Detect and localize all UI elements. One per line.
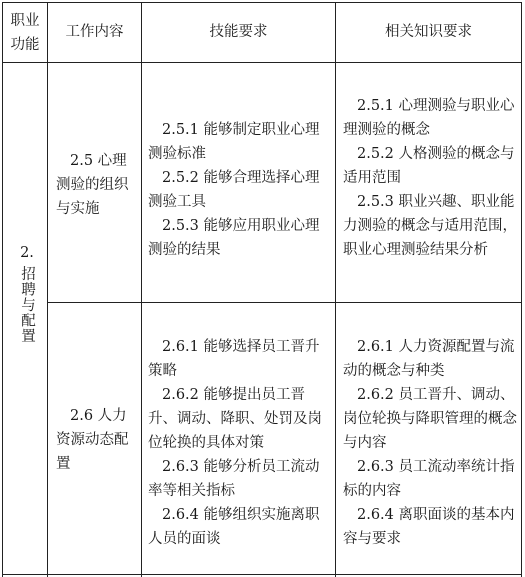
header-skill-requirements-label: 技能要求 bbox=[209, 24, 268, 40]
col-divider-3 bbox=[335, 2, 336, 577]
knowledge-item: 2.5.2 人格测验的概念与适用范围 bbox=[343, 146, 515, 186]
job-function-name: 招聘与配置 bbox=[19, 266, 35, 344]
job-function-cell bbox=[12, 242, 42, 344]
knowledge-item: 2.6.1 人力资源配置与流动的概念与种类 bbox=[343, 339, 515, 379]
skill-item: 2.6.4 能够组织实施离职人员的面谈 bbox=[148, 507, 320, 547]
table-row-work-2-6 bbox=[56, 404, 136, 476]
knowledge-item: 2.5.3 职业兴趣、职业能力测验的概念与适用范围，职业心理测验结果分析 bbox=[343, 194, 517, 258]
row-divider bbox=[47, 302, 522, 303]
header-divider bbox=[2, 62, 522, 63]
table-border-right bbox=[521, 2, 522, 577]
knowledge-item: 2.6.4 离职面谈的基本内容与要求 bbox=[343, 507, 515, 547]
work-content-2-5: 2.5 心理测验的组织与实施 bbox=[56, 153, 129, 217]
knowledge-item: 2.6.2 员工晋升、调动、岗位轮换与降职管理的概念与内容 bbox=[343, 387, 517, 451]
header-skill-requirements bbox=[142, 2, 335, 62]
table-row-work-2-5 bbox=[56, 149, 136, 221]
header-work-content-label: 工作内容 bbox=[65, 24, 124, 40]
skill-item: 2.6.1 能够选择员工晋升策略 bbox=[148, 339, 320, 379]
knowledge-item: 2.5.1 心理测验与职业心理测验的概念 bbox=[343, 98, 515, 138]
competency-table bbox=[2, 2, 522, 577]
work-content-2-6: 2.6 人力资源动态配置 bbox=[56, 408, 129, 472]
table-border-bottom bbox=[2, 574, 522, 575]
header-job-function bbox=[4, 6, 46, 60]
col-divider-1 bbox=[47, 2, 48, 577]
skill-item: 2.5.2 能够合理选择心理测验工具 bbox=[148, 170, 320, 210]
header-work-content bbox=[48, 2, 141, 62]
table-border-left bbox=[2, 2, 3, 577]
job-function-number: 2. bbox=[20, 245, 34, 261]
skill-item: 2.5.3 能够应用职业心理测验的结果 bbox=[148, 218, 320, 258]
knowledge-item: 2.6.3 员工流动率统计指标的内容 bbox=[343, 459, 515, 499]
skill-item: 2.6.2 能够提出员工晋升、调动、降职、处罚及岗位轮换的具体对策 bbox=[148, 387, 322, 451]
skill-item: 2.6.3 能够分析员工流动率等相关指标 bbox=[148, 459, 320, 499]
table-row-skills-2-5 bbox=[148, 118, 330, 262]
table-row-skills-2-6 bbox=[148, 335, 330, 551]
header-job-function-label: 职业功能 bbox=[10, 13, 40, 53]
header-knowledge-requirements bbox=[336, 2, 521, 62]
skill-item: 2.5.1 能够制定职业心理测验标准 bbox=[148, 122, 320, 162]
table-row-knowledge-2-6 bbox=[343, 335, 517, 551]
col-divider-2 bbox=[141, 2, 142, 577]
header-knowledge-requirements-label: 相关知识要求 bbox=[385, 24, 472, 40]
table-row-knowledge-2-5 bbox=[343, 94, 517, 262]
